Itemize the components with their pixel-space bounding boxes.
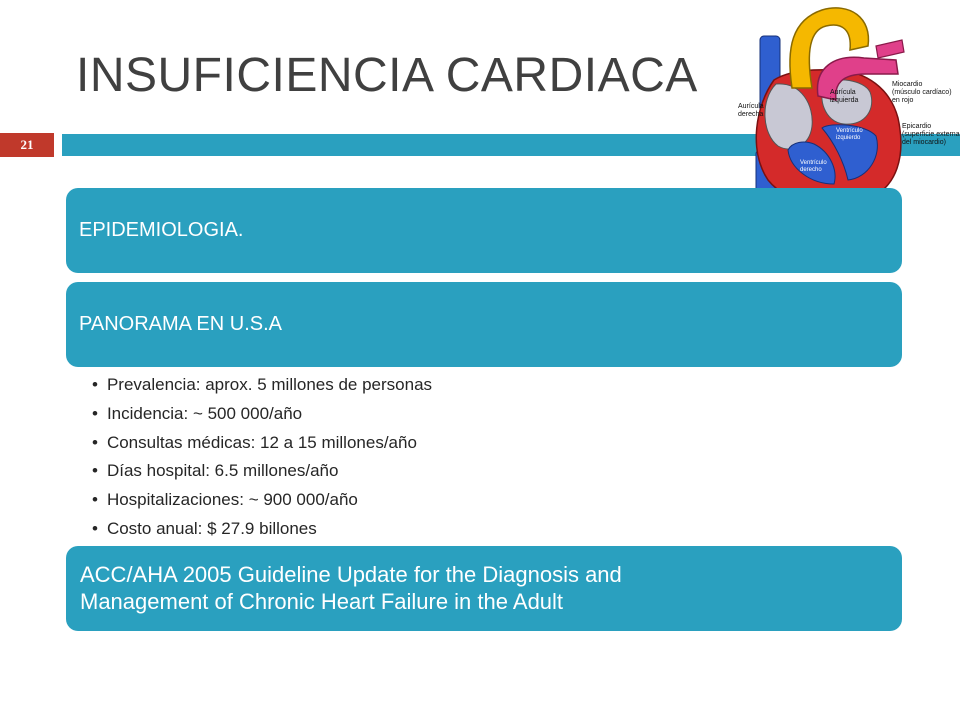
label-right-ventricle-2: derecho xyxy=(800,167,822,173)
guideline-line-1: ACC/AHA 2005 Guideline Update for the Diagnosis and xyxy=(80,562,622,587)
label-right-ventricle-1: Ventrículo xyxy=(800,160,827,166)
label-myocardium-1: Miocardio xyxy=(892,81,923,88)
pulmonary-branch xyxy=(876,40,904,58)
label-left-atrium-1: Aurícula xyxy=(830,89,856,96)
label-epicardium-3: del miocardio) xyxy=(902,139,946,146)
label-left-ventricle-2: izquierdo xyxy=(836,135,861,141)
bullet-hospital-days: • Días hospital: 6.5 millones/año xyxy=(92,457,432,486)
bullet-prevalence: • Prevalencia: aprox. 5 millones de personas xyxy=(92,371,432,400)
statistics-list xyxy=(92,371,432,544)
bullet-incidence: • Incidencia: ~ 500 000/año xyxy=(92,400,432,429)
panorama-label: PANORAMA EN U.S.A xyxy=(79,313,283,335)
guideline-box xyxy=(66,546,902,631)
label-myocardium-2: (músculo cardíaco) xyxy=(892,89,952,96)
bullet-annual-cost: • Costo anual: $ 27.9 billones xyxy=(92,515,432,544)
label-epicardium-2: (superficie externa xyxy=(902,131,960,138)
epidemiology-label: EPIDEMIOLOGIA. xyxy=(79,219,244,241)
guideline-line-2: Management of Chronic Heart Failure in the Adult xyxy=(80,589,564,614)
slide-title: INSUFICIENCIA CARDIACA xyxy=(76,49,698,102)
slide-number: 21 xyxy=(0,133,54,157)
label-myocardium-3: en rojo xyxy=(892,97,914,104)
epidemiology-box xyxy=(66,188,902,273)
bullet-medical-visits: • Consultas médicas: 12 a 15 millones/año xyxy=(92,429,432,458)
label-left-ventricle-1: Ventrículo xyxy=(836,128,863,134)
label-epicardium-1: Epicardio xyxy=(902,123,932,130)
label-right-atrium-1: Aurícula xyxy=(738,103,764,110)
label-right-atrium-2: derecha xyxy=(738,111,764,118)
bullet-hospitalizations: • Hospitalizaciones: ~ 900 000/año xyxy=(92,486,432,515)
label-left-atrium-2: izquierda xyxy=(830,97,859,104)
panorama-box xyxy=(66,282,902,367)
